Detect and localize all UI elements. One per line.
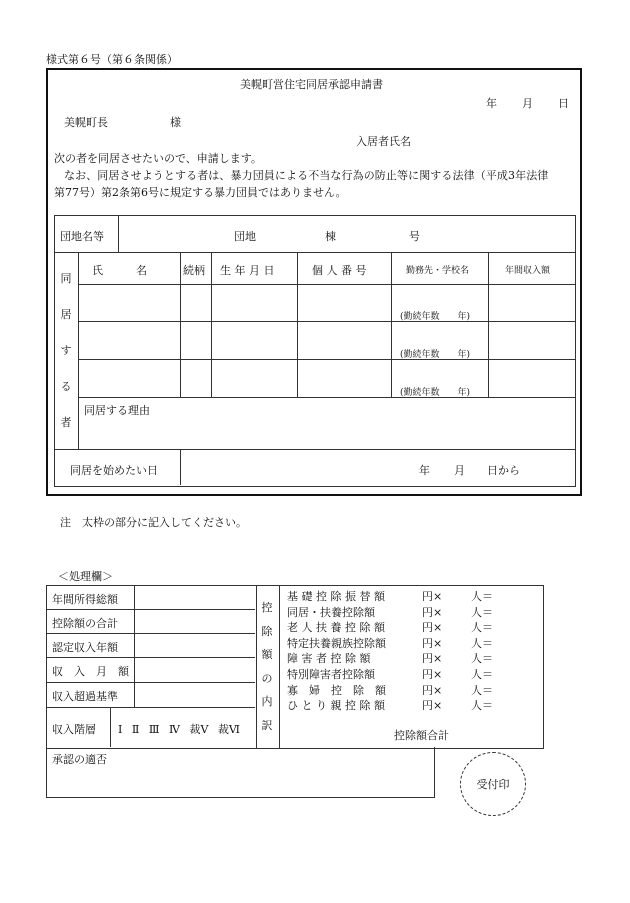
header-income: 年間収入額: [505, 266, 551, 276]
building-unit: 棟: [325, 230, 336, 243]
income-level-label: 収入階層: [52, 723, 96, 736]
people-column: 人＝ 人＝ 人＝ 人＝ 人＝ 人＝ 人＝ 人＝: [471, 590, 493, 713]
reason-label: 同居する理由: [84, 404, 150, 417]
service-years-1: (勤続年数 年): [400, 312, 471, 322]
deduction-item: 同居・扶養控除額: [287, 605, 375, 619]
addressee-name: 美幌町長: [64, 116, 108, 129]
deduction-total-label: 控除額合計: [394, 729, 449, 742]
annual-income-total: 年間所得総額: [52, 593, 118, 606]
start-year: 年: [419, 464, 430, 477]
date-day: 日: [558, 97, 569, 110]
header-relation: 続柄: [183, 264, 205, 277]
start-day: 日から: [487, 464, 520, 477]
form-number: 様式第６号（第６条関係）: [46, 53, 178, 66]
deduction-item: 基 礎 控 除 振 替 額: [287, 590, 385, 603]
approval-label: 承認の適否: [52, 753, 107, 766]
deduction-item: 特定扶養親族控除額: [287, 636, 386, 650]
income-excess-standard: 収入超過基準: [52, 690, 118, 703]
reception-stamp-label: 受付印: [476, 778, 510, 791]
start-date-label: 同居を始めたい日: [70, 464, 158, 477]
header-name: 氏 名: [92, 264, 147, 277]
deduction-breakdown-side-label: 控 除 額 の 内 訳: [261, 601, 273, 732]
bottom-note: 注 太枠の部分に記入してください。: [60, 516, 247, 529]
note-line-2: 第77号）第2条第6号に規定する暴力団員ではありません。: [54, 186, 347, 199]
cohabitant-table: [54, 215, 576, 487]
yen-column: 円× 円× 円× 円× 円× 円× 円× 円×: [422, 590, 443, 713]
date-month: 月: [522, 97, 533, 110]
date-year: 年: [486, 97, 497, 110]
deduction-item: 障 害 者 控 除 額: [287, 652, 371, 666]
start-month: 月: [454, 464, 465, 477]
deduction-list: [287, 589, 386, 714]
applicant-name-label: 入居者氏名: [356, 135, 411, 148]
header-mynumber: 個 人 番 号: [312, 264, 367, 277]
deduction-item: 寡 婦 控 除 額: [287, 683, 386, 697]
deduction-item: ひ と り 親 控 除 額: [287, 699, 385, 713]
deduction-item: 老 人 扶 養 控 除 額: [287, 621, 385, 635]
danchi-label: 団地名等: [60, 230, 104, 243]
cohabitant-side-label: 同 居 す る 者: [60, 272, 72, 429]
service-years-2: (勤続年数 年): [400, 350, 471, 360]
danchi-unit: 団地: [234, 230, 256, 243]
deduction-total: 控除額の合計: [52, 617, 118, 630]
reception-stamp: [460, 752, 526, 816]
header-dob: 生 年 月 日: [220, 264, 275, 277]
income-levels: Ⅰ Ⅱ Ⅲ Ⅳ 裁Ⅴ 裁Ⅵ: [118, 723, 240, 736]
processing-title: ＜処理欄＞: [58, 570, 113, 583]
note-line-1: なお、同居させようとする者は、暴力団員による不当な行為の防止等に関する法律（平成3年法律: [64, 169, 549, 182]
header-workplace: 勤務先・学校名: [406, 266, 470, 276]
certified-annual-income: 認定収入年額: [52, 641, 118, 654]
room-unit: 号: [409, 230, 420, 243]
form-title: 美幌町営住宅同居承認申請書: [240, 78, 383, 91]
addressee-honorific: 様: [170, 116, 181, 129]
deduction-item: 特別障害者控除額: [287, 667, 375, 681]
service-years-3: (勤続年数 年): [400, 388, 471, 398]
monthly-income: 収 入 月 額: [52, 665, 129, 678]
intro-text: 次の者を同居させたいので、申請します。: [54, 152, 262, 165]
